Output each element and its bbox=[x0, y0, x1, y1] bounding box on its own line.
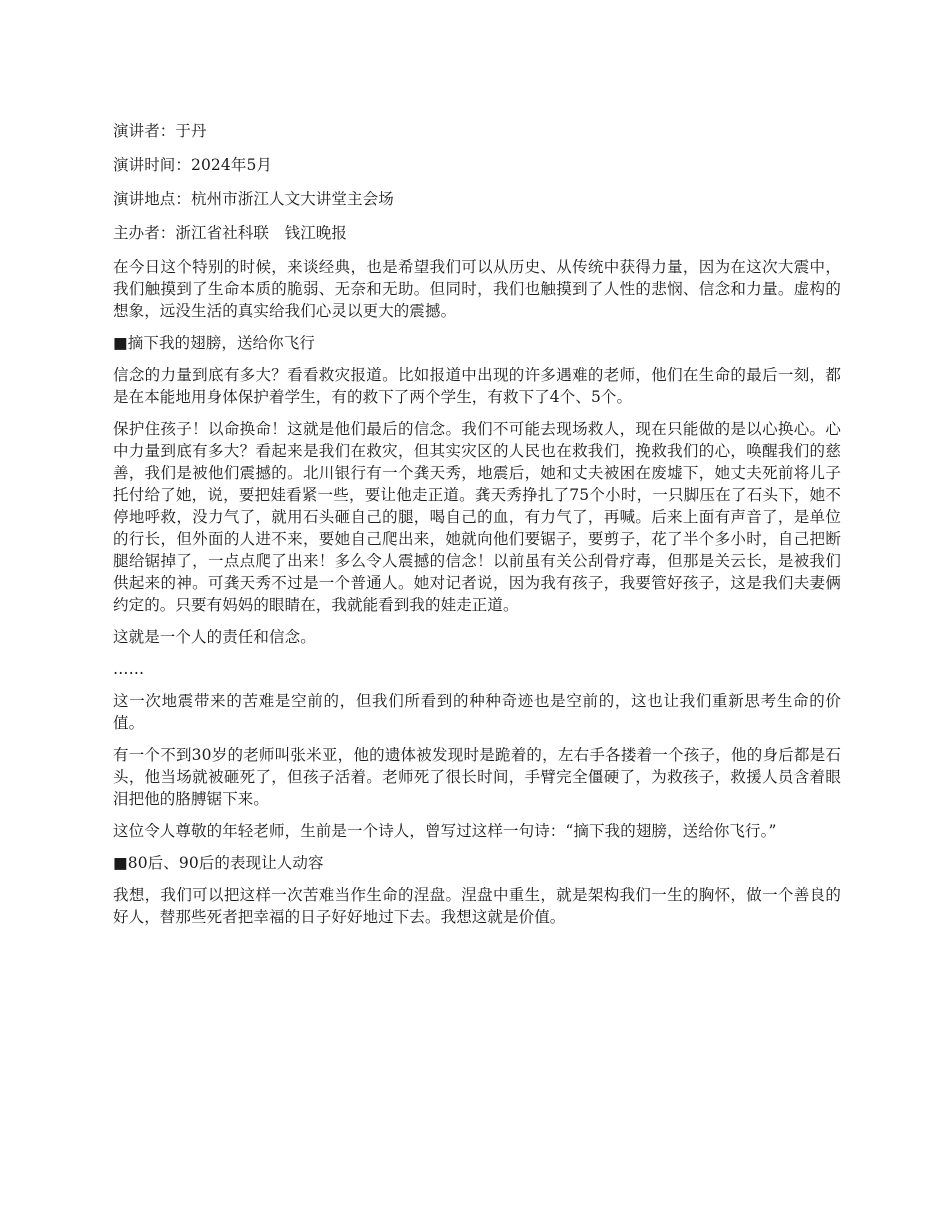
paragraph-poem: 这位令人尊敬的年轻老师，生前是一个诗人，曾写过这样一句诗：“摘下我的翅膀，送给你飞行。” bbox=[113, 822, 777, 840]
paragraph-zhang-miya: 有一个不到30岁的老师叫张米亚，他的遗体被发现时是跪着的，左右手各搂着一个孩子，他的身后都是石头，他当场就被砸死了，但孩子活着。老师死了很长时间，手臂完全僵硬了，为救孩子，救援人员含着眼泪把他的胳膊锯下来。 bbox=[113, 746, 841, 808]
speaker-line: 演讲者：于丹 bbox=[113, 122, 207, 140]
paragraph-responsibility: 这就是一个人的责任和信念。 bbox=[113, 628, 316, 646]
speech-time-line: 演讲时间：2024年5月 bbox=[113, 156, 273, 174]
section-heading-generations: ■80后、90后的表现让人动容 bbox=[113, 854, 324, 872]
paragraph-intro: 在今日这个特别的时候，来谈经典，也是希望我们可以从历史、从传统中获得力量，因为在这次大震中，我们触摸到了生命本质的脆弱、无奈和无助。但同时，我们也触摸到了人性的悲悯、信念和力量。虚构的想象，远没生活的真实给我们心灵以更大的震撼。 bbox=[113, 258, 841, 320]
paragraph-nirvana: 我想，我们可以把这样一次苦难当作生命的涅盘。涅盘中重生，就是架构我们一生的胸怀，做一个善良的好人，替那些死者把幸福的日子好好地过下去。我想这就是价值。 bbox=[113, 886, 841, 926]
section-heading-wings: ■摘下我的翅膀，送给你飞行 bbox=[113, 334, 315, 352]
organizer-line: 主办者：浙江省社科联 钱江晚报 bbox=[113, 224, 348, 242]
paragraph-value-of-life: 这一次地震带来的苦难是空前的，但我们所看到的种种奇迹也是空前的，这也让我们重新思考生命的价值。 bbox=[113, 692, 841, 732]
paragraph-belief-power: 信念的力量到底有多大？看看救灾报道。比如报道中出现的许多遇难的老师，他们在生命的最后一刻，都是在本能地用身体保护着学生，有的救下了两个学生，有救下了4个、5个。 bbox=[113, 366, 841, 406]
document-page bbox=[113, 120, 841, 938]
paragraph-gong-tianxiu: 保护住孩子！以命换命！这就是他们最后的信念。我们不可能去现场救人，现在只能做的是以心换心。心中力量到底有多大？看起来是我们在救灾，但其实灾区的人民也在救我们，挽救我们的心，唤醒我们的慈善，我们是被他们震撼的。北川银行有一个龚天秀，地震后，她和丈夫被困在废墟下，她丈夫死前将儿子托付给了她，说，要把娃看紧一些，要让他走正道。龚天秀挣扎了75个小时，一只脚压在了石头下，她不停地呼救，没力气了，就用石头砸自己的腿，喝自己的血，有力气了，再喊。后来上面有声音了，是单位的行长，但外面的人进不来，要她自己爬出来，她就向他们要锯子，要剪子，花了半个多小时，自己把断腿给锯掉了，一点点爬了出来！多么令人震撼的信念！以前虽有关公刮骨疗毒，但那是关云长，是被我们供起来的神。可龚天秀不过是一个普通人。她对记者说，因为我有孩子，我要管好孩子，这是我们夫妻俩约定的。只要有妈妈的眼睛在，我就能看到我的娃走正道。 bbox=[113, 420, 841, 614]
speech-place-line: 演讲地点：杭州市浙江人文大讲堂主会场 bbox=[113, 190, 394, 208]
ellipsis: …… bbox=[113, 660, 145, 678]
